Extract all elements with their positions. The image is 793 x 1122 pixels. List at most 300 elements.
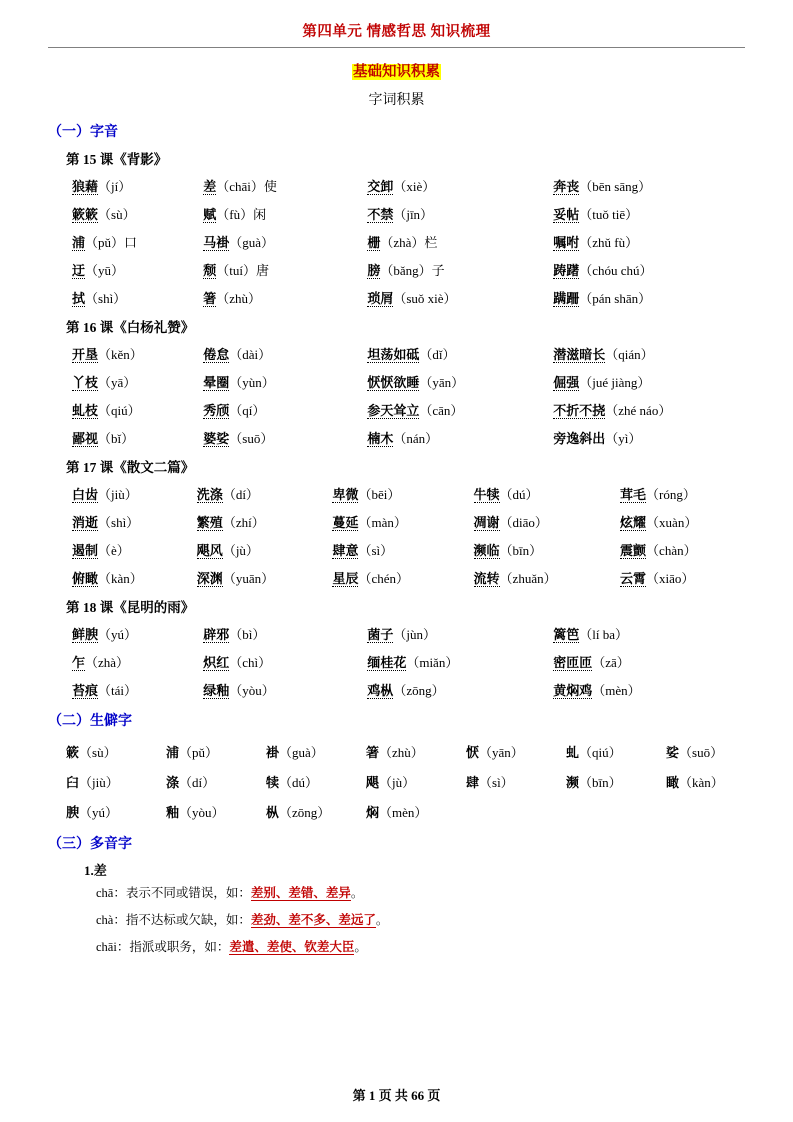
pinyin-text: （jué jiàng）	[579, 375, 651, 390]
pinyin-text: （dǐ）	[419, 347, 456, 362]
word-table-lesson-15	[72, 172, 772, 312]
word-cell	[203, 172, 367, 200]
word-text: 消逝	[72, 515, 99, 530]
table-row	[66, 767, 766, 797]
table-row	[72, 648, 772, 676]
pinyin-text: （yì）	[605, 431, 642, 446]
document-subtitle: 字词积累	[368, 93, 425, 108]
word-text: 涤	[166, 775, 180, 790]
word-text: 栅	[367, 235, 381, 250]
pinyin-text: （guà）	[279, 745, 324, 760]
word-cell	[367, 424, 553, 452]
pinyin-text: （jùn）	[393, 627, 436, 642]
word-text: 参天耸立	[367, 403, 420, 418]
word-text: 狼藉	[72, 179, 99, 194]
word-cell	[332, 508, 473, 536]
word-text: 濒	[566, 775, 580, 790]
section-heading-shengpizi: （二）生僻字	[48, 714, 132, 729]
duoyin-examples: 差劲、差不多、差远了	[250, 913, 376, 927]
word-text: 飓	[366, 775, 380, 790]
word-cell	[332, 480, 473, 508]
duoyin-line	[96, 910, 745, 928]
word-cell	[72, 480, 197, 508]
word-text: 飓风	[196, 543, 223, 558]
word-cell	[203, 424, 367, 452]
word-cell	[367, 620, 553, 648]
pinyin-text: （guà）	[229, 235, 275, 250]
word-text: 鸡枞	[367, 683, 394, 698]
word-cell	[72, 368, 203, 396]
word-cell	[203, 676, 367, 704]
pinyin-text: （shì）	[85, 291, 127, 306]
word-cell	[203, 256, 367, 284]
lesson-heading-17: 第 17 课《散文二篇》	[66, 460, 195, 475]
pinyin-text: （zhí）	[222, 515, 265, 530]
pinyin-text: （tuǒ tiē）	[579, 207, 639, 222]
word-cell	[367, 340, 553, 368]
table-row	[66, 797, 766, 827]
word-text: 婆娑	[203, 431, 230, 446]
pinyin-text: （jiù）	[79, 775, 119, 790]
word-cell	[553, 648, 772, 676]
word-cell	[466, 797, 566, 827]
word-cell	[72, 228, 203, 256]
word-cell	[72, 256, 203, 284]
pinyin-text: （yū）	[85, 263, 125, 278]
word-cell	[367, 676, 553, 704]
word-text: 俯瞰	[72, 571, 99, 586]
table-row	[72, 256, 772, 284]
word-text: 鲜腴	[72, 627, 99, 642]
duoyin-desc: ：表示不同或错误，如：	[113, 886, 251, 900]
word-cell	[367, 228, 553, 256]
pinyin-text: （tuí）唐	[216, 263, 269, 278]
word-cell	[66, 767, 166, 797]
word-text: 晕圈	[203, 375, 230, 390]
lesson-heading-15: 第 15 课《背影》	[66, 152, 168, 167]
pinyin-text: （miǎn）	[406, 655, 459, 670]
word-text: 辟邪	[203, 627, 230, 642]
duoyin-examples: 差遣、差使、钦差大臣	[229, 940, 355, 954]
word-cell	[332, 536, 473, 564]
word-cell	[197, 536, 333, 564]
word-cell	[553, 368, 772, 396]
duoyin-end: 。	[350, 886, 364, 900]
word-text: 凋谢	[473, 515, 500, 530]
word-text: 马褂	[203, 235, 230, 250]
duoyin-item-number: 1.差	[84, 863, 107, 878]
duoyin-pinyin: chà	[96, 913, 114, 927]
word-cell	[367, 368, 553, 396]
table-row	[72, 228, 772, 256]
word-text: 卑微	[332, 487, 359, 502]
word-cell	[367, 396, 553, 424]
word-text: 膀	[367, 263, 381, 278]
word-text: 炽红	[203, 655, 230, 670]
word-cell	[620, 508, 772, 536]
pinyin-text: （yān）	[419, 375, 465, 390]
table-row	[72, 508, 772, 536]
word-text: 潜滋暗长	[553, 347, 606, 362]
word-text: 浦	[166, 745, 180, 760]
word-text: 遏制	[72, 543, 99, 558]
word-text: 琐屑	[367, 291, 394, 306]
word-cell	[72, 648, 203, 676]
pinyin-text: （dí）	[179, 775, 216, 790]
word-cell	[666, 797, 766, 827]
word-text: 濒临	[473, 543, 500, 558]
duoyin-end: 。	[354, 940, 367, 954]
table-row	[72, 676, 772, 704]
pinyin-text: （jù）	[222, 543, 259, 558]
pinyin-text: （qiú）	[98, 403, 141, 418]
table-row	[72, 620, 772, 648]
duoyin-end: 。	[375, 913, 389, 927]
word-cell	[197, 480, 333, 508]
pinyin-text: （zhù）	[216, 291, 262, 306]
pinyin-text: （zōng）	[279, 805, 331, 820]
word-text: 箸	[366, 745, 380, 760]
pinyin-text: （zhǔ fù）	[579, 235, 639, 250]
pinyin-text: （chén）	[358, 571, 410, 586]
word-cell	[203, 648, 367, 676]
pinyin-text: （dú）	[499, 487, 539, 502]
word-cell	[466, 737, 566, 767]
pinyin-text: （zhà）栏	[380, 235, 438, 250]
word-text: 旁逸斜出	[553, 431, 606, 446]
pinyin-text: （kàn）	[679, 775, 724, 790]
table-row	[66, 737, 766, 767]
document-title-text: 基础知识积累	[353, 64, 440, 80]
pinyin-text: （suō）	[229, 431, 274, 446]
pinyin-text: （yùn）	[229, 375, 275, 390]
pinyin-text: （zhé náo）	[605, 403, 672, 418]
word-text: 缅桂花	[367, 655, 407, 670]
word-cell	[367, 200, 553, 228]
word-text: 蔓延	[332, 515, 359, 530]
pinyin-text: （chàn）	[646, 543, 697, 558]
pinyin-text: （bǎng）子	[380, 263, 445, 278]
pinyin-text: （fù）闲	[216, 207, 267, 222]
word-cell	[553, 424, 772, 452]
word-cell	[66, 797, 166, 827]
word-text: 虬	[566, 745, 580, 760]
pinyin-text: （chóu chú）	[579, 263, 653, 278]
word-cell	[367, 256, 553, 284]
word-table-lesson-18	[72, 620, 772, 704]
word-cell	[553, 284, 772, 312]
word-cell	[666, 737, 766, 767]
pinyin-text: （cān）	[419, 403, 464, 418]
word-text: 釉	[166, 805, 180, 820]
word-text: 炫耀	[620, 515, 647, 530]
pinyin-text: （bǐ）	[98, 431, 135, 446]
word-text: 鄙视	[72, 431, 99, 446]
pinyin-text: （qiú）	[579, 745, 622, 760]
pinyin-text: （dí）	[222, 487, 259, 502]
word-cell	[72, 508, 197, 536]
pinyin-text: （suǒ xiè）	[393, 291, 457, 306]
word-text: 茸毛	[620, 487, 647, 502]
word-cell	[72, 340, 203, 368]
word-cell	[203, 340, 367, 368]
word-cell	[203, 620, 367, 648]
word-cell	[553, 620, 772, 648]
pinyin-text: （dú）	[279, 775, 319, 790]
table-row	[72, 368, 772, 396]
pinyin-text: （sù）	[79, 745, 117, 760]
word-cell	[553, 200, 772, 228]
word-text: 云霄	[620, 571, 647, 586]
word-text: 箸	[203, 291, 217, 306]
pinyin-text: （mèn）	[379, 805, 428, 820]
pinyin-text: （yòu）	[229, 683, 275, 698]
word-text: 迂	[72, 263, 86, 278]
word-text: 瞰	[666, 775, 680, 790]
word-text: 苔痕	[72, 683, 99, 698]
pinyin-text: （qí）	[229, 403, 266, 418]
word-text: 踌躇	[553, 263, 580, 278]
word-cell	[72, 620, 203, 648]
pinyin-text: （kàn）	[98, 571, 143, 586]
header-divider	[48, 47, 745, 48]
pinyin-text: （xiè）	[393, 179, 436, 194]
rare-char-table	[66, 737, 766, 827]
word-text: 交卸	[367, 179, 394, 194]
word-cell	[367, 284, 553, 312]
word-cell	[553, 228, 772, 256]
word-cell	[332, 564, 473, 592]
word-text: 拭	[72, 291, 86, 306]
word-text: 菌子	[367, 627, 394, 642]
word-cell	[553, 256, 772, 284]
pinyin-text: （diāo）	[499, 515, 548, 530]
lesson-heading-16: 第 16 课《白杨礼赞》	[66, 320, 195, 335]
word-cell	[197, 564, 333, 592]
duoyin-line	[96, 937, 745, 955]
word-text: 肆意	[332, 543, 359, 558]
pinyin-text: （yú）	[98, 627, 138, 642]
word-cell	[197, 508, 333, 536]
pinyin-text: （jiù）	[98, 487, 138, 502]
word-text: 犊	[266, 775, 280, 790]
word-cell	[366, 767, 466, 797]
word-cell	[266, 797, 366, 827]
word-text: 恹	[466, 745, 480, 760]
pinyin-text: （róng）	[646, 487, 696, 502]
word-text: 倔强	[553, 375, 580, 390]
word-cell	[553, 396, 772, 424]
duoyin-line	[96, 883, 745, 901]
word-cell	[72, 424, 203, 452]
pinyin-text: （jù）	[379, 775, 416, 790]
word-cell	[166, 737, 266, 767]
word-table-lesson-16	[72, 340, 772, 452]
word-text: 流转	[473, 571, 500, 586]
word-cell	[72, 676, 203, 704]
document-title	[48, 60, 745, 81]
duoyin-pinyin: chā	[96, 886, 114, 900]
pinyin-text: （sì）	[358, 543, 394, 558]
table-row	[72, 172, 772, 200]
word-text: 浦	[72, 235, 86, 250]
word-cell	[72, 564, 197, 592]
pinyin-text: （jīn）	[393, 207, 434, 222]
word-cell	[66, 737, 166, 767]
word-cell	[72, 284, 203, 312]
pinyin-text: （shì）	[98, 515, 140, 530]
table-row	[72, 564, 772, 592]
page-footer: 第 1 页 共 66 页	[352, 1088, 441, 1103]
word-text: 乍	[72, 655, 86, 670]
pinyin-text: （jí）	[98, 179, 132, 194]
pinyin-text: （bēn sāng）	[579, 179, 652, 194]
word-text: 丫枝	[72, 375, 99, 390]
pinyin-text: （pǔ）	[179, 745, 219, 760]
pinyin-text: （pán shān）	[579, 291, 652, 306]
pinyin-text: （sù）	[98, 207, 136, 222]
pinyin-text: （lí ba）	[579, 627, 629, 642]
word-text: 震颤	[620, 543, 647, 558]
word-text: 臼	[66, 775, 80, 790]
pinyin-text: （kěn）	[98, 347, 143, 362]
table-row	[72, 200, 772, 228]
pinyin-text: （yú）	[79, 805, 119, 820]
pinyin-text: （yān）	[479, 745, 524, 760]
word-cell	[566, 797, 666, 827]
word-cell	[666, 767, 766, 797]
word-cell	[166, 797, 266, 827]
word-table-lesson-17	[72, 480, 772, 592]
pinyin-text: （sì）	[479, 775, 514, 790]
pinyin-text: （yā）	[98, 375, 137, 390]
word-cell	[466, 767, 566, 797]
word-text: 不折不挠	[553, 403, 606, 418]
word-text: 妥帖	[553, 207, 580, 222]
word-text: 簌	[66, 745, 80, 760]
word-cell	[620, 480, 772, 508]
word-cell	[474, 536, 621, 564]
pinyin-text: （zhù）	[379, 745, 424, 760]
word-text: 秀颀	[203, 403, 230, 418]
word-cell	[620, 564, 772, 592]
pinyin-text: （bīn）	[579, 775, 622, 790]
word-text: 深渊	[196, 571, 223, 586]
word-text: 虬枝	[72, 403, 99, 418]
duoyin-desc: ：指不达标或欠缺，如：	[113, 913, 251, 927]
word-cell	[203, 284, 367, 312]
table-row	[72, 480, 772, 508]
pinyin-text: （yòu）	[179, 805, 225, 820]
word-cell	[474, 564, 621, 592]
lesson-heading-18: 第 18 课《昆明的雨》	[66, 600, 195, 615]
word-cell	[566, 767, 666, 797]
pinyin-text: （xuàn）	[646, 515, 698, 530]
word-cell	[166, 767, 266, 797]
pinyin-text: （dài）	[229, 347, 272, 362]
word-text: 差	[203, 179, 217, 194]
word-cell	[203, 368, 367, 396]
word-text: 褂	[266, 745, 280, 760]
word-text: 星辰	[332, 571, 359, 586]
table-row	[72, 424, 772, 452]
pinyin-text: （zā）	[592, 655, 630, 670]
table-row	[72, 396, 772, 424]
word-text: 肆	[466, 775, 480, 790]
pinyin-text: （zhà）	[85, 655, 130, 670]
word-text: 不禁	[367, 207, 394, 222]
word-cell	[474, 508, 621, 536]
word-text: 楠木	[367, 431, 394, 446]
word-cell	[72, 536, 197, 564]
word-text: 倦怠	[203, 347, 230, 362]
word-cell	[266, 737, 366, 767]
word-cell	[366, 797, 466, 827]
word-text: 嘱咐	[553, 235, 580, 250]
pinyin-text: （bì）	[229, 627, 266, 642]
word-cell	[203, 200, 367, 228]
word-cell	[266, 767, 366, 797]
word-text: 腴	[66, 805, 80, 820]
duoyin-desc: ：指派或职务，如：	[116, 940, 230, 954]
duoyin-examples: 差别、差错、差异	[250, 886, 351, 900]
pinyin-text: （pǔ）口	[85, 235, 138, 250]
pinyin-text: （màn）	[358, 515, 407, 530]
pinyin-text: （bīn）	[499, 543, 543, 558]
word-cell	[620, 536, 772, 564]
word-cell	[72, 200, 203, 228]
word-text: 焖	[366, 805, 380, 820]
pinyin-text: （zhuǎn）	[499, 571, 557, 586]
word-cell	[203, 228, 367, 256]
word-cell	[203, 396, 367, 424]
word-text: 坦荡如砥	[367, 347, 420, 362]
word-cell	[553, 172, 772, 200]
word-cell	[366, 737, 466, 767]
pinyin-text: （qián）	[605, 347, 654, 362]
word-text: 黄焖鸡	[553, 683, 593, 698]
word-text: 开垦	[72, 347, 99, 362]
pinyin-text: （bēi）	[358, 487, 401, 502]
word-text: 恹恹欲睡	[367, 375, 420, 390]
section-heading-ziyin: （一）字音	[48, 125, 118, 140]
section-heading-duoyinzi: （三）多音字	[48, 837, 132, 852]
word-text: 赋	[203, 207, 217, 222]
duoyin-pinyin: chāi	[96, 940, 117, 954]
page-header: 第四单元 情感哲思 知识梳理	[302, 24, 491, 40]
pinyin-text: （zōng）	[393, 683, 445, 698]
word-cell	[367, 172, 553, 200]
word-cell	[566, 737, 666, 767]
table-row	[72, 340, 772, 368]
word-text: 枞	[266, 805, 280, 820]
word-text: 繁殖	[196, 515, 223, 530]
word-text: 洗涤	[196, 487, 223, 502]
pinyin-text: （suō）	[679, 745, 724, 760]
pinyin-text: （è）	[98, 543, 130, 558]
pinyin-text: （chì）	[229, 655, 272, 670]
table-row	[72, 536, 772, 564]
word-text: 奔丧	[553, 179, 580, 194]
pinyin-text: （xiāo）	[646, 571, 695, 586]
word-text: 蹒跚	[553, 291, 580, 306]
table-row	[72, 284, 772, 312]
word-cell	[72, 172, 203, 200]
word-text: 密匝匝	[553, 655, 593, 670]
pinyin-text: （yuān）	[222, 571, 275, 586]
word-cell	[553, 676, 772, 704]
pinyin-text: （tái）	[98, 683, 138, 698]
